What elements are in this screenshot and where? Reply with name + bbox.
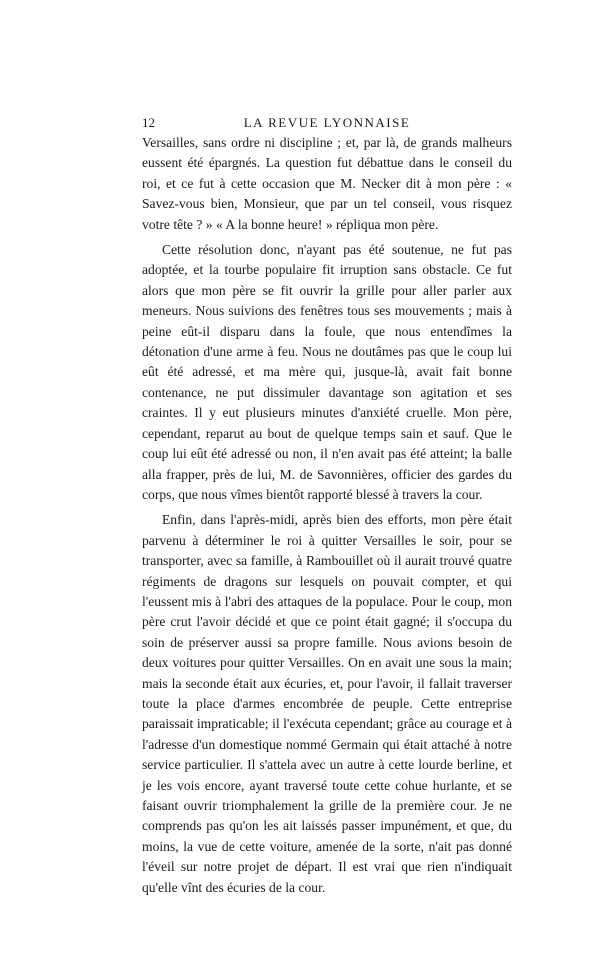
paragraph-3: Enfin, dans l'après-midi, après bien des efforts, mon père était parvenu à déterminer le roi à quitter Versailles le soir, pour se transporter, avec sa famille, à Rambouillet où il aurait trouvé quatre régiments de dragons sur lesquels on pouvait compter, et qui l'eussent mis à l'abri des attaques de la populace. Pour le coup, mon père crut l'avoir décidé et que ce point était gagné; il s'occupa du soin de préserver aussi sa propre famille. Nous avions besoin de deux voitures pour quitter Versailles. On en avait une sous la main; mais la seconde était aux écuries, et, pour l'avoir, il fallait traverser toute la place d'armes encombrée de peuple. Cette entreprise paraissait impraticable; il l'exécuta cependant; grâce au courage et à l'adresse d'un domestique nommé Germain qui était attaché à notre service particulier. Il s'attela avec un autre à cette lourde berline, et je les vois encore, ayant traversé toute cette cohue hurlante, et se faisant ouvrir triomphalement la grille de la première cour. Je ne comprends pas qu'on les ait laissés passer impunément, et que, du moins, la vue de cette voiture, amenée de la sorte, n'ait pas donné l'éveil sur notre projet de départ. Il est vrai que rien n'indiquait qu'elle vînt des écuries de la cour. [142,512,512,895]
paragraph-1: Versailles, sans ordre ni discipline ; et, par là, de grands malheurs eussent été épargnés. La question fut débattue dans le conseil du roi, et ce fut à cette occasion que M. Necker dit à mon père : « Savez-vous bien, Monsieur, que par un tel conseil, vous risquez votre tête ? » « A la bonne heure! » répliqua mon père. [142,135,512,232]
paragraph-2: Cette résolution donc, n'ayant pas été soutenue, ne fut pas adoptée, et la tourbe populaire fit irruption sans obstacle. Ce fut alors que mon père se fit ouvrir la grille pour aller parler aux meneurs. Nous suivions des fenêtres tous ses mouvements ; mais à peine eût-il disparu dans la foule, que nous entendîmes la détonation d'une arme à feu. Nous ne doutâmes pas que le coup lui eût été adressé, et ma mère qui, jusque-là, avait fait bonne contenance, ne put dissimuler davantage son agitation et ses craintes. Il y eut plusieurs minutes d'anxiété cruelle. Mon père, cependant, reparut au bout de quelque temps sain et sauf. Que le coup lui eût été adressé ou non, il n'en avait pas été atteint; la balle alla frapper, près de lui, M. de Savonnières, officier des gardes du corps, que nous vîmes bientôt rapporté blessé à travers la cour. [142,242,512,502]
journal-title: LA REVUE LYONNAISE [243,115,411,130]
body-text [142,133,512,903]
running-head [142,115,512,133]
page-number: 12 [142,115,155,130]
